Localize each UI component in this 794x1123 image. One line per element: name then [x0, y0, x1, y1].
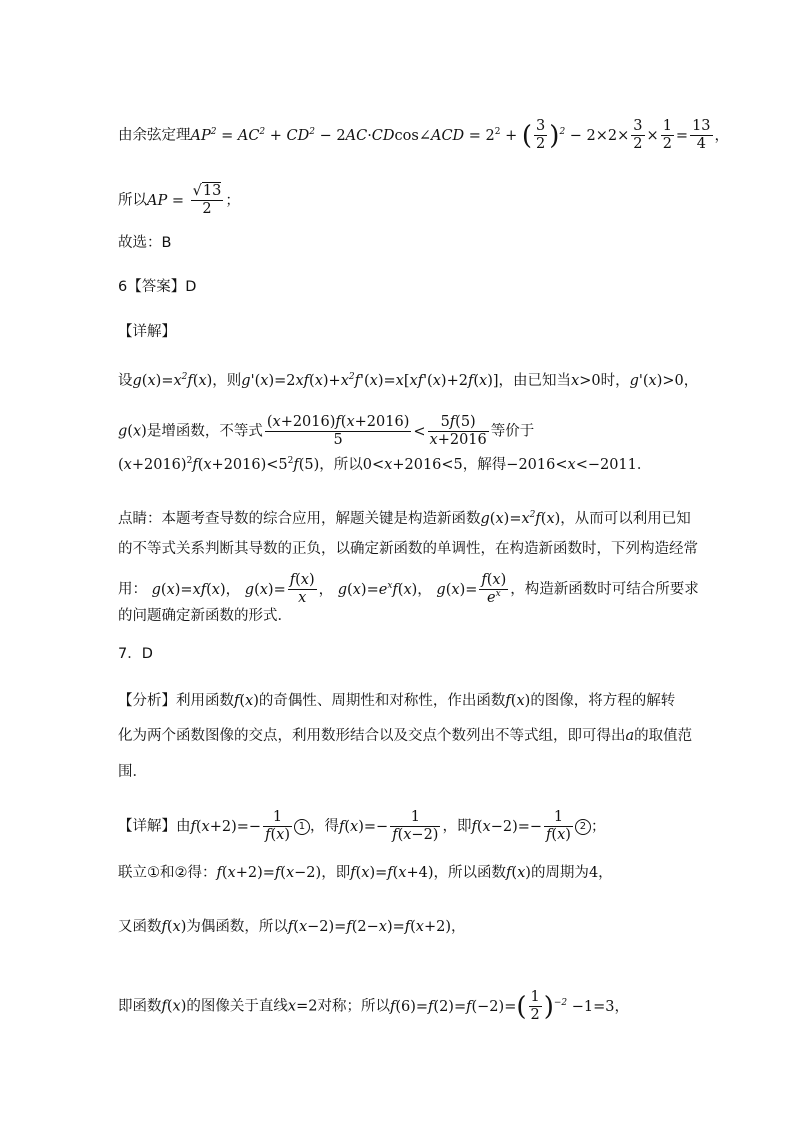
text: ，所以	[319, 457, 363, 473]
question-6-answer: 6【答案】D	[118, 279, 197, 295]
formula: f(x)=− $\frac{1}{f(x-2)}$	[338, 809, 439, 843]
text: 的图像，将方程的解转	[530, 693, 676, 709]
text: 等价于	[490, 423, 535, 440]
formula: $g(x)=x^2f(x)$	[480, 510, 561, 527]
line-analysis-1	[118, 691, 675, 711]
text: 的奇偶性、周期性和对称性，作出函数	[258, 693, 506, 709]
text: 化为两个函数图像的交点，利用数形结合以及交点个数列出不等式组，即可得出	[118, 728, 626, 744]
formula: f(6)=f(2)=f(−2)=( $\frac{1}{2}$ )$^{-2}$ −1=3，	[389, 989, 630, 1023]
line-remark-1	[118, 509, 691, 529]
formula: f(x)	[161, 919, 187, 935]
formula: $g(x)=x^2f(x)$	[132, 372, 213, 389]
text: 联立①和②得：	[118, 865, 217, 881]
formula: AP = $\frac{√13}{2}$ ；	[147, 183, 240, 217]
line-derivative	[118, 371, 698, 391]
text: 的取值范	[634, 728, 693, 744]
detail-heading: 【详解】	[118, 324, 176, 340]
formula: f(x)	[234, 693, 259, 709]
question-7-answer: 7．D	[118, 646, 153, 662]
formula: f(x)	[161, 998, 187, 1015]
formula: f(x−2)=f(2−x)=f(x+2)，	[287, 919, 466, 935]
line-detail-1	[118, 809, 605, 844]
line-cosine-law	[118, 118, 729, 153]
text: ，由已知当	[498, 373, 572, 389]
text: ，所以函数	[433, 865, 507, 881]
text: 对称；所以	[317, 998, 390, 1015]
text: 设	[118, 373, 133, 389]
text: ，解得	[462, 457, 507, 473]
formula: −2016<x<−2011．	[506, 457, 652, 473]
text: ，即	[442, 818, 472, 835]
line-remark-4: 的问题确定新函数的形式．	[118, 608, 292, 624]
line-analysis-3: 围．	[118, 764, 147, 780]
text: 是增函数，不等式	[146, 423, 263, 440]
formula: g(x)=xf(x)， g(x)= $\frac{f(x)}{x}$ ， $g(x)=e^xf(x)$， g(x)= $\frac{f(x)}{e^x}$	[151, 572, 507, 606]
text: 由余弦定理	[118, 127, 191, 144]
formula: f(x−2)=− $\frac{1}{f(x)}$ 2 ；	[471, 809, 606, 843]
text: 点睛：本题考查导数的综合应用，解题关键是构造新函数	[118, 511, 481, 527]
line-inequality	[118, 414, 534, 449]
text: 为偶函数，所以	[186, 919, 288, 935]
answer-line: 故选：B	[118, 235, 172, 251]
text: ，从而可以利用已知	[560, 511, 691, 527]
line-remark-2: 的不等式关系判断其导数的正负，以确定新函数的单调性，在构造新函数时，下列构造经常	[118, 541, 698, 557]
text: 的图像关于直线	[186, 998, 288, 1015]
formula: $AP^2 = AC^2 + CD^2$ − 2AC·CDcos∠ACD = $2^2$ + ( $\frac{3}{2}$ )$^2$ − 2×2× $\frac{3}{2}$ × $\frac{1}{2}$ = $\frac{13}{4}$ ，	[190, 118, 730, 152]
line-detail-3	[118, 917, 466, 937]
formula: $(x+2016)^2f(x+2016)<5^2f(5)$	[118, 456, 320, 473]
formula: 4，	[588, 865, 613, 881]
formula: g(x)	[118, 423, 147, 440]
line-remark-3	[118, 572, 699, 607]
formula: x=2	[287, 998, 318, 1015]
text: 【分析】利用函数	[118, 693, 234, 709]
text: ，即	[321, 865, 351, 881]
text: 即函数	[118, 998, 162, 1015]
formula: x>0	[571, 373, 601, 389]
text: 所以	[118, 192, 147, 209]
formula: f(x+2)=f(x−2)	[216, 865, 322, 881]
formula: 0<x+2016<5	[362, 457, 463, 473]
line-ap-result	[118, 183, 240, 218]
line-detail-2	[118, 863, 613, 883]
line-analysis-2	[118, 726, 692, 746]
formula: $g'(x)=2xf(x)+x^2f'(x)=x[xf'(x)+2f(x)]$	[241, 372, 499, 389]
formula: f(x)	[506, 865, 531, 881]
text: 的周期为	[530, 865, 589, 881]
text: 【详解】由	[118, 818, 191, 835]
text: ，则	[212, 373, 242, 389]
text: 时，	[600, 373, 630, 389]
text: 又函数	[118, 919, 162, 935]
text: ，构造新函数时可结合所要求	[510, 581, 699, 598]
text: ，得	[309, 818, 339, 835]
formula: $\frac{(x+2016)f(x+2016)}{5}$ < $\frac{5f(5)}{x+2016}$	[266, 414, 487, 448]
line-solution-range	[118, 455, 651, 475]
text: 用：	[118, 581, 147, 598]
formula: a	[625, 728, 635, 744]
line-detail-4	[118, 989, 629, 1024]
formula: f(x)	[505, 693, 531, 709]
formula: f(x+2)=− $\frac{1}{f(x)}$ 1	[191, 819, 310, 835]
formula: g'(x)>0，	[629, 373, 699, 389]
formula: f(x)=f(x+4)	[350, 865, 434, 881]
